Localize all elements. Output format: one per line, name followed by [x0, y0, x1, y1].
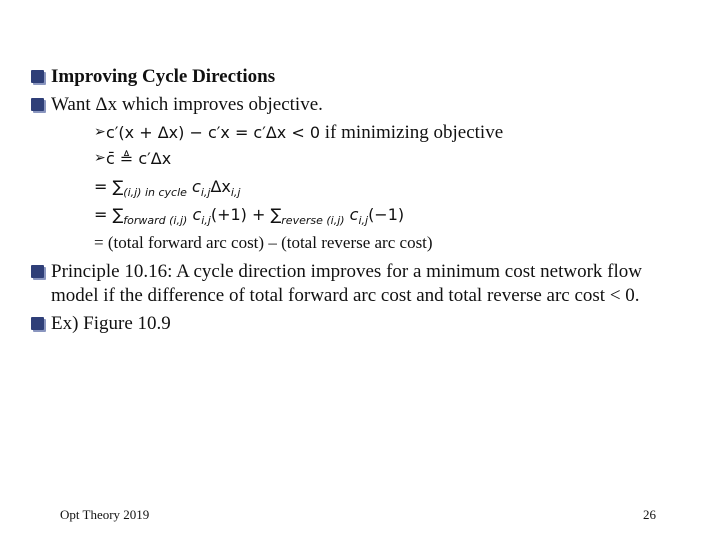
footer-course-label: Opt Theory 2019: [60, 507, 150, 522]
bullet-text: Principle 10.16: A cycle direction improves for a minimum cost network flow: [51, 261, 642, 282]
bullet-text: Ex) Figure 10.9: [51, 313, 171, 334]
reduced-cost-definition: c̄ ≜ c′Δx: [106, 149, 172, 168]
square-bullet-icon: [31, 265, 44, 278]
equation-line: = $\sum_{(i,j) in cycle}$ $c_{i,j}\Delta x_{i,j}$: [94, 177, 241, 199]
page-number: 26: [643, 507, 656, 522]
bullet-text: Want Δx which improves objective.: [51, 94, 323, 115]
bullet-text: model if the difference of total forward arc cost and total reverse arc cost < 0.: [51, 285, 640, 306]
square-bullet-icon: [31, 70, 44, 83]
objective-change-formula: c′(x + Δx) − c′x = c′Δx < 0: [106, 123, 321, 142]
equation-line: = (total forward arc cost) – (total reverse arc cost): [94, 233, 433, 252]
arrow-bullet-icon: ➢: [94, 125, 106, 140]
square-bullet-icon: [31, 98, 44, 111]
arrow-bullet-icon: ➢: [94, 151, 106, 166]
square-bullet-icon: [31, 317, 44, 330]
equation-line: = $\sum_{forward (i,j)}$ $c_{i,j}(+1) + \sum_{reverse (i,j)}$ $c_{i,j}(-1)$: [94, 205, 405, 227]
bullet-heading: Improving Cycle Directions: [51, 66, 276, 87]
sub-bullet-text: if minimizing objective: [320, 122, 504, 143]
